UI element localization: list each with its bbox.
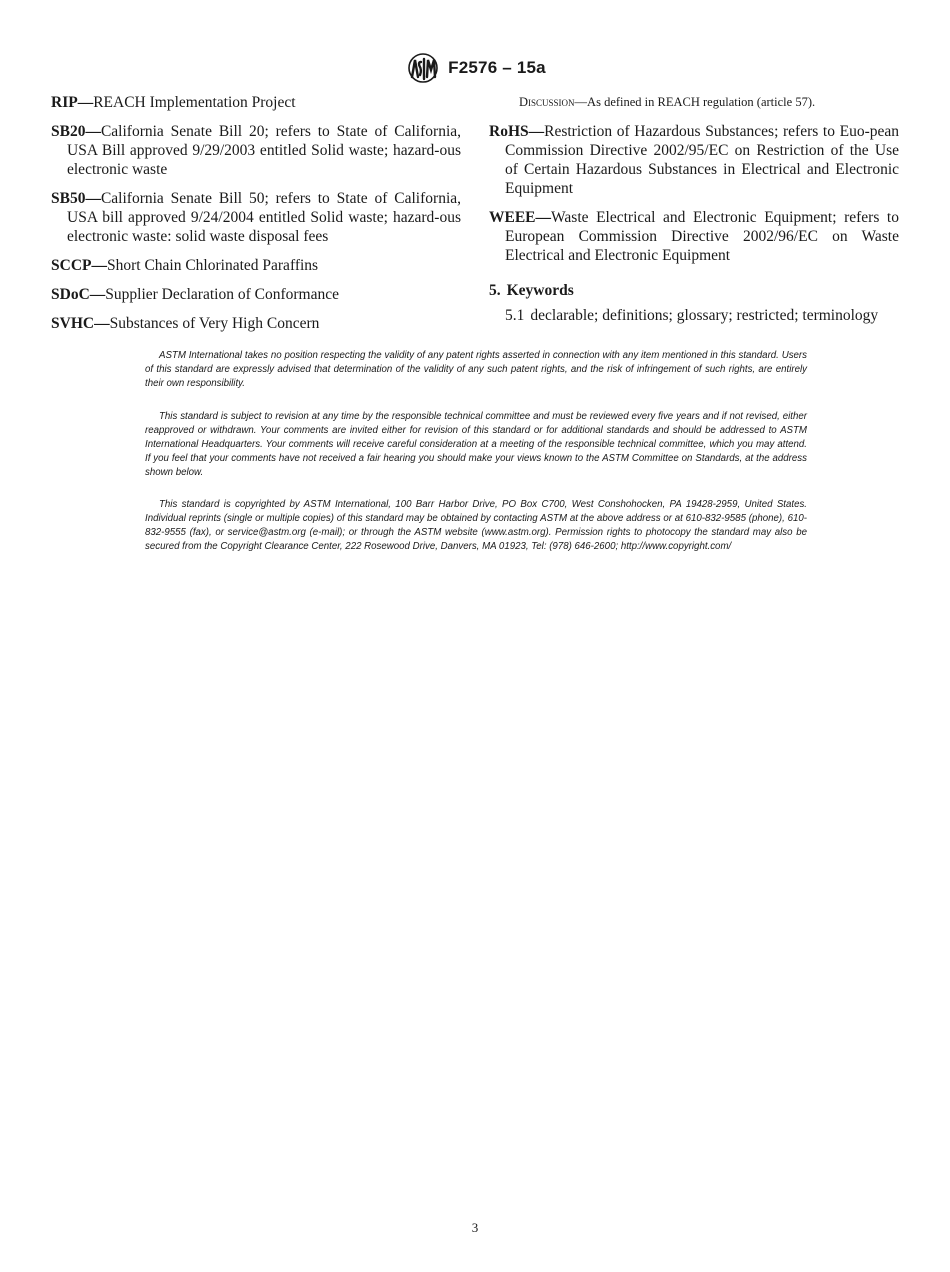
right-column [489, 93, 899, 325]
section-number: 5. [489, 282, 501, 299]
definition-text: Restriction of Hazardous Substances; refers to Euo-pean Commission Directive 2002/95/EC on Restriction of the Use of Certain Hazardous Substances in Electrical and Electronic Equipment [505, 123, 899, 197]
standard-designation: F2576 – 15a [448, 58, 546, 77]
definition-text: California Senate Bill 20; refers to State of California, USA Bill approved 9/29/2003 entitled Solid waste; hazard-ous electronic waste [67, 123, 461, 178]
definition-weee [489, 208, 899, 265]
definition-text: Supplier Declaration of Conformance [105, 286, 339, 303]
paragraph-number: 5.1 [505, 307, 525, 324]
definition-text: Short Chain Chlorinated Paraffins [106, 257, 319, 274]
definition-term: WEEE— [489, 209, 552, 226]
definition-term: RIP— [51, 94, 94, 111]
copyright-notice: This standard is copyrighted by ASTM International, 100 Barr Harbor Drive, PO Box C700, West Conshohocken, PA 19428-2959, United States. Individual reprints (single or multiple copies) of this standard may be obtained by contacting ASTM at the above address or at 610-832-9585 (phone), 610-832-9555 (fax), or service@astm.org (e-mail); or through the ASTM website (www.astm.org). Permission rights to photocopy the standard may also be secured from the Copyright Clearance Center, 222 Rosewood Drive, Danvers, MA 01923, Tel: (978) 646-2600; http://www.copyright.com/ [145, 499, 807, 552]
definition-term: SB50— [51, 190, 101, 207]
definition-svhc [51, 314, 461, 333]
keywords-paragraph [489, 306, 899, 325]
section-heading-keywords [489, 281, 899, 300]
definition-sb20 [51, 122, 461, 179]
definition-text: Waste Electrical and Electronic Equipment; refers to European Commission Directive 2002/96/EC on Waste Electrical and Electronic Equipment [505, 209, 899, 264]
definition-sb50 [51, 189, 461, 246]
definition-term: SDoC— [51, 286, 106, 303]
definition-sccp [51, 256, 461, 275]
section-title: Keywords [506, 282, 574, 299]
page-number: 3 [471, 1220, 479, 1235]
definition-rip [51, 93, 461, 112]
definition-term: SCCP— [51, 257, 107, 274]
page-header [0, 52, 950, 84]
discussion-label: Discussion [519, 95, 575, 109]
definition-text: California Senate Bill 50; refers to State of California, USA bill approved 9/24/2004 entitled Solid waste; hazard-ous electronic waste: solid waste disposal fees [67, 190, 461, 245]
definition-term: RoHS— [489, 123, 545, 140]
definition-term: SB20— [51, 123, 101, 140]
definition-text: Substances of Very High Concern [109, 315, 320, 332]
discussion-note [489, 93, 899, 112]
patent-notice: ASTM International takes no position respecting the validity of any patent rights asserted in connection with any item mentioned in this standard. Users of this standard are expressly advised that determination of the validity of any such patent rights, and the risk of infringement of such rights, are entirely their own responsibility. [145, 350, 807, 389]
definition-rohs [489, 122, 899, 198]
astm-logo-icon [404, 52, 442, 84]
discussion-text: —As defined in REACH regulation (article 57). [574, 95, 816, 109]
paragraph-text: declarable; definitions; glossary; restricted; terminology [530, 307, 879, 324]
definition-term: SVHC— [51, 315, 110, 332]
definition-sdoc [51, 285, 461, 304]
revision-notice: This standard is subject to revision at any time by the responsible technical committee and must be reviewed every five years and if not revised, either reapproved or withdrawn. Your comments are invited either for revision of this standard or for additional standards and should be addressed to ASTM International Headquarters. Your comments will receive careful consideration at a meeting of the responsible technical committee, which you may attend. If you feel that your comments have not received a fair hearing you should make your views known to the ASTM Committee on Standards, at the address shown below. [145, 411, 807, 478]
definition-text: REACH Implementation Project [93, 94, 296, 111]
left-column [51, 93, 461, 343]
